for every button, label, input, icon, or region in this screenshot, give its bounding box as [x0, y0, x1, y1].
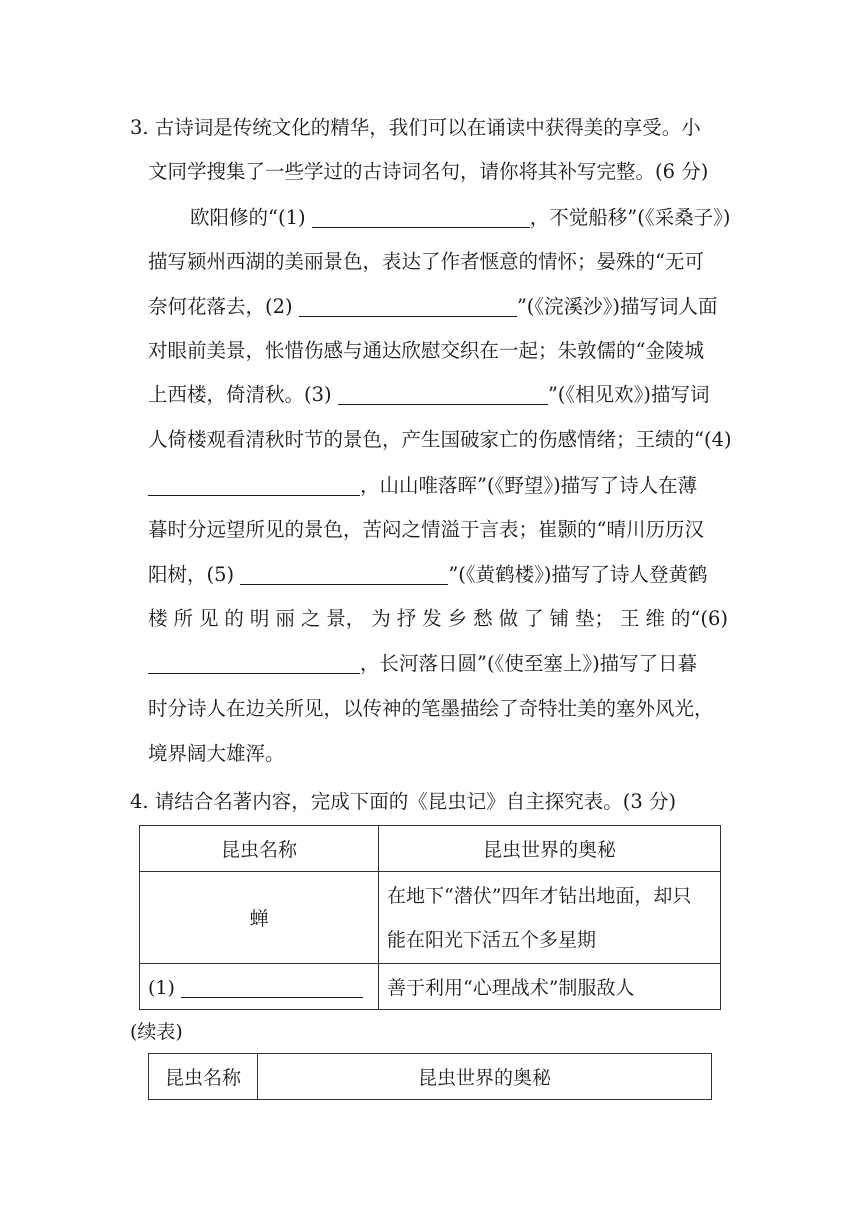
q3-line-7: ，山山唯落晖”(《野望》)描写了诗人在薄 [148, 466, 728, 506]
table-row [140, 964, 721, 1010]
header-insect-secret: 昆虫世界的奥秘 [379, 826, 721, 872]
q3-line-10-char: 的“(6) [670, 607, 728, 630]
answer-blank-5[interactable] [240, 562, 448, 585]
table-header-row [140, 826, 721, 872]
q3-line-10-char: 王 [619, 607, 640, 630]
q3-line-10-char: 之 [300, 607, 321, 630]
q3-line-10-char: 做 [498, 607, 519, 630]
q3-line-10-char: 愁 [473, 607, 493, 630]
q3-line-5: 上西楼，倚清秋。(3) ”(《相见欢》)描写词 [148, 383, 710, 406]
continued-table-label: (续表) [130, 1021, 183, 1043]
q3-line-11: ，长河落日圆”(《使至塞上》)描写了日暮 [148, 644, 728, 684]
q3-line-10-char: 明 [249, 607, 270, 630]
question-4-heading: 4. 请结合名著内容，完成下面的《昆虫记》自主探究表。(3 分) [130, 790, 677, 813]
q3-line-10-char: 见 [198, 607, 219, 630]
q3-line-10-char: 的 [224, 607, 244, 630]
insect-study-table [139, 825, 721, 1010]
q3-line-10-char: 发 [422, 607, 442, 630]
q3-line-10 [148, 599, 728, 639]
answer-blank-6[interactable] [148, 651, 360, 674]
q3-line-3: 奈何花落去，(2) ”(《浣溪沙》)描写词人面 [148, 295, 718, 318]
q3-line-9: 阳树，(5) ”(《黄鹤楼》)描写了诗人登黄鹤 [148, 563, 708, 586]
header-insect-name: 昆虫名称 [140, 826, 379, 872]
question-3-heading-line-2: 文同学搜集了一些学过的古诗词名句，请你将其补写完整。(6 分) [148, 160, 709, 183]
insect-name-cell: 蝉 [140, 872, 379, 964]
q3-line-6: 人倚楼观看清秋时节的景色，产生国破家亡的伤感情绪；王绩的“(4) [148, 428, 732, 451]
q3-line-10-char: 楼 [148, 607, 168, 630]
q3-line-10-char: 丽 [275, 607, 295, 630]
q3-line-10-char: 景， [326, 607, 366, 630]
insect-secret-cell: 善于利用“心理战术”制服敌人 [379, 964, 721, 1010]
answer-blank-3[interactable] [338, 382, 548, 405]
q3-line-13: 境界阔大雄浑。 [148, 742, 285, 765]
q3-line-12: 时分诗人在边关所见，以传神的笔墨描绘了奇特壮美的塞外风光， [148, 697, 714, 720]
q3-line-10-char: 维 [645, 607, 665, 630]
answer-blank-1[interactable] [312, 205, 530, 228]
q3-line-10-char: 乡 [447, 607, 468, 630]
q3-line-8: 暮时分远望所见的景色，苦闷之情溢于言表；崔颢的“晴川历历汉 [148, 518, 704, 541]
q3-line-4: 对眼前美景，怅惜伤感与通达欣慰交织在一起；朱敦儒的“金陵城 [148, 339, 704, 362]
q3-line-10-char: 铺 [549, 607, 570, 630]
question-3-heading-line-1: 3. 古诗词是传统文化的精华，我们可以在诵读中获得美的享受。小 [130, 116, 701, 139]
answer-blank-2[interactable] [299, 294, 517, 317]
insect-name-cell: (1) [140, 964, 379, 1010]
q3-line-10-char: 抒 [396, 607, 417, 630]
q3-line-10-char: 了 [524, 607, 544, 630]
q3-line-1: 欧阳修的“(1) ，不觉船移”(《采桑子》) [190, 206, 731, 229]
answer-blank-table-1[interactable] [181, 975, 363, 998]
header-insect-name: 昆虫名称 [149, 1054, 258, 1100]
header-insect-secret: 昆虫世界的奥秘 [258, 1054, 712, 1100]
q3-line-10-char: 垫； [575, 607, 615, 630]
answer-blank-4[interactable] [148, 473, 360, 496]
insect-secret-cell: 在地下“潜伏”四年才钻出地面，却只 能在阳光下活五个多星期 [379, 872, 721, 964]
q3-line-10-char: 所 [173, 607, 193, 630]
q3-line-10-char: 为 [371, 607, 391, 630]
table-header-row [149, 1054, 712, 1100]
insect-study-table-continued [148, 1053, 712, 1100]
table-row [140, 872, 721, 964]
q3-line-2: 描写颍州西湖的美丽景色，表达了作者惬意的情怀；晏殊的“无可 [148, 250, 704, 273]
